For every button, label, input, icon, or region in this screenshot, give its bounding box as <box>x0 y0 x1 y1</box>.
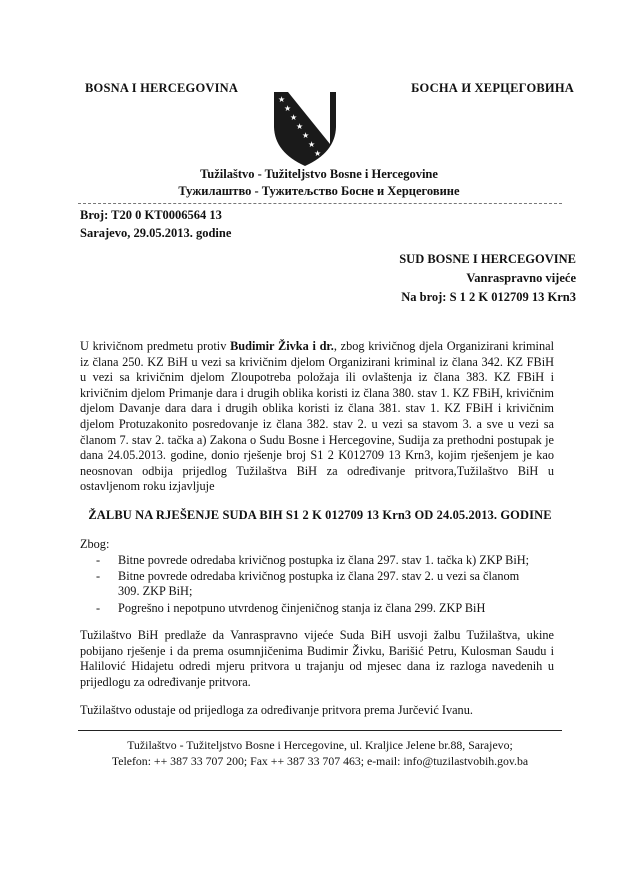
footer-contact: Telefon: ++ 387 33 707 200; Fax ++ 387 33 707 463; e-mail: info@tuzilastvobih.gov.ba <box>111 754 529 768</box>
grounds-label: Zbog: <box>80 537 110 551</box>
svg-text:★: ★ <box>296 122 304 131</box>
country-name-latin: BOSNA I HERCEGOVINA <box>85 81 239 95</box>
withdrawal-paragraph: Tužilaštvo odustaje od prijedloga za određivanje pritvora prema Jurčević Ivanu. <box>80 703 473 717</box>
svg-text:★: ★ <box>314 149 322 158</box>
svg-text:★: ★ <box>302 131 310 140</box>
footer-divider <box>78 730 562 731</box>
institution-cyrillic: Тужилаштво - Тужитељство Босне и Херцеговине <box>178 184 460 198</box>
document-reference <box>80 206 231 242</box>
case-reference: Na broj: S 1 2 K 012709 13 Krn3 <box>401 290 576 304</box>
defendant-name: Budimir Živka i dr. <box>230 339 334 353</box>
institution-latin: Tužilaštvo - Tužiteljstvo Bosne i Hercegovine <box>200 167 438 181</box>
proposal-paragraph: Tužilaštvo BiH predlaže da Vanraspravno vijeće Suda BiH usvoji žalbu Tužilaštva, ukine pobijano rješenje i da prema osumnjičenima Budimir Živku, Barišić Petru, Kulosman Saudu i Halilović Hidajetu odredi mjeru pritvora u trajanju od mjesec dana iz razloga navedenih u prijedlogu za određivanje pritvora. <box>80 628 554 689</box>
addressee-block <box>399 250 576 307</box>
list-item: - Bitne povrede odredaba krivičnog postupka iz člana 297. stav 1. tačka k) ZKP BiH; <box>96 553 530 567</box>
list-item: - Bitne povrede odredaba krivičnog postupka iz člana 297. stav 2. u vezi sa članom 309. ZKP BiH; <box>96 569 520 599</box>
place-date: Sarajevo, 29.05.2013. godine <box>80 226 232 240</box>
footer <box>78 737 562 769</box>
institution-name <box>0 166 638 200</box>
footer-address: Tužilaštvo - Tužiteljstvo Bosne i Hercegovine, ul. Kraljice Jelene br.88, Sarajevo; <box>127 738 513 752</box>
appeal-title: ŽALBU NA RJEŠENJE SUDA BIH S1 2 K 012709 13 Krn3 OD 24.05.2013. GODINE <box>88 508 552 522</box>
intro-lead: U krivičnom predmetu protiv <box>80 339 231 353</box>
country-name-cyrillic: БОСНА И ХЕРЦЕГОВИНА <box>411 81 574 95</box>
svg-text:★: ★ <box>278 95 286 104</box>
svg-text:★: ★ <box>284 104 292 113</box>
grounds-list <box>80 553 540 617</box>
intro-paragraph <box>80 339 554 495</box>
header-divider <box>78 203 562 204</box>
intro-body: , zbog krivičnog djela Organizirani kriminal iz člana 250. KZ BiH u vezi sa krivičnim djelom Organizirani kriminal iz člana 342. KZ FBiH u vezi sa krivičnim djelom Zloupotreba položaja ili ovlaštenja iz člana 383. KZ FBiH i krivičnim djelom Primanje dara i drugih oblika koristi iz člana 380. stav 1. KZ FBiH, krivičnim djelom Davanje dara dara i drugih oblika koristi iz člana 381. stav 1. KZ FBiH i krivičnim djelom Protuzakonito posredovanje iz člana 382. stav 2. u vezi sa stavom 3. a sve u vezi sa članom 7. stav 2. tačka a) Zakona o Sudu Bosne i Hercegovine, Sudija za prethodni postupak je dana 24.05.2013. godine, donio rješenje broj S1 2 K012709 13 Krn3, kojim rješenjem je kao neosnovan odbija prijedlog Tužilaštva BiH za određivanje pritvora,Tužilaštvo BiH u ostavljenom roku izjavljuje <box>80 339 554 494</box>
svg-text:★: ★ <box>290 113 298 122</box>
svg-text:★: ★ <box>308 140 316 149</box>
coat-of-arms-icon <box>268 86 342 168</box>
reference-number: Broj: T20 0 KT0006564 13 <box>80 208 222 222</box>
court-name: SUD BOSNE I HERCEGOVINE <box>399 252 576 266</box>
list-item: - Pogrešno i nepotpuno utvrdenog činjeničnog stanja iz člana 299. ZKP BiH <box>96 600 486 615</box>
council-name: Vanraspravno vijeće <box>466 271 576 285</box>
